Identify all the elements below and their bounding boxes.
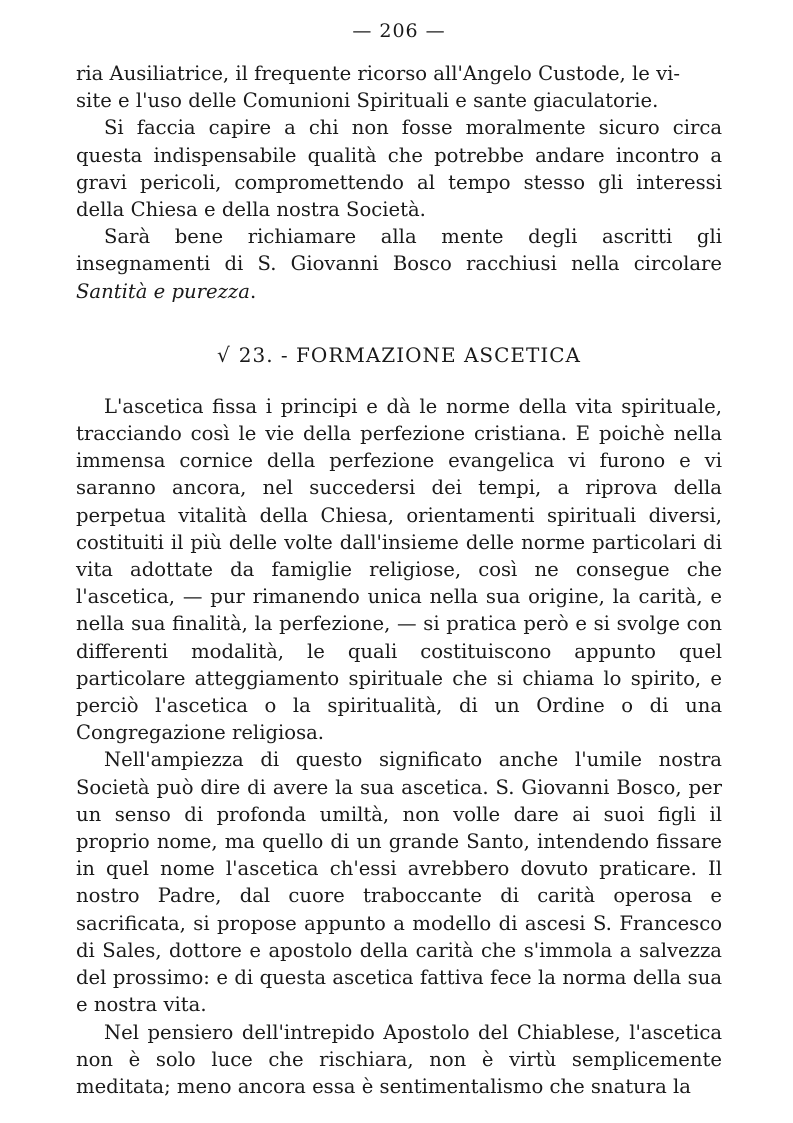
paragraph-society-ascetic: Nell'ampiezza di questo significato anche l'umile nostra Società può dire di avere la sua ascetica. S. Giovanni Bosco, per un senso di profonda umiltà, non volle dare ai suoi figli il proprio nome, ma quello di un grande Santo, intendendo fissare in quel nome l'ascetica ch'essi avrebbero dovuto praticare. Il nostro Padre, dal cuore traboccante di carità operosa e sacrificata, si propose appunto a modello di ascesi S. Francesco di Sales, dottore e apostolo della carità che s'immola a salvezza del prossimo: e di questa ascetica fattiva fece la norma della sua e nostra vita. <box>76 748 722 1017</box>
paragraph-circular-reference <box>76 223 722 305</box>
section-heading <box>76 341 722 369</box>
circular-reference-end: . <box>249 279 257 303</box>
continued-line-2: site e l'uso delle Comunioni Spirituali e sante giaculatorie. <box>76 89 659 113</box>
circular-reference-text: Sarà bene richiamare alla mente degli ascritti gli insegnamenti di S. Giovanni Bosco racchiusi nella circolare <box>76 225 722 276</box>
page-number: — 206 — <box>352 20 446 42</box>
paragraph-ascetic-definition: L'ascetica fissa i principi e dà le norme della vita spirituale, tracciando così le vie della perfezione cristiana. E poichè nella immensa cornice della perfezione evangelica vi furono e vi saranno ancora, nel succedersi dei tempi, a riprova della perpetua vitalità della Chiesa, orientamenti spirituali diversi, costituiti il più delle volte dall'insieme delle norme particolari di vita adottate da famiglie religiose, così ne consegue che l'ascetica, — pur rimanendo unica nella sua origine, la carità, e nella sua finalità, la perfezione, — si pratica però e si svolge con differenti modalità, le quali costituiscono appunto quel particolare atteggiamento spirituale che si chiama lo spirito, e perciò l'ascetica o la spiritualità, di un Ordine o di una Congregazione religiosa. <box>76 394 722 745</box>
handwritten-check-mark: √ <box>217 342 231 367</box>
section-title: 23. - FORMAZIONE ASCETICA <box>238 342 581 367</box>
document-page <box>76 18 722 1100</box>
paragraph-apostle-thought: Nel pensiero dell'intrepido Apostolo del Chiablese, l'ascetica non è solo luce che rischiara, non è virtù semplicemente meditata; meno ancora essa è sentimentalismo che snatura la <box>76 1020 722 1098</box>
continued-paragraph <box>76 60 722 114</box>
paragraph-moral-safety: Si faccia capire a chi non fosse moralmente sicuro circa questa indispensabile qualità che potrebbe andare incontro a gravi pericoli, compromettendo al tempo stesso gli interessi della Chiesa e della nostra Società. <box>76 116 722 222</box>
circular-title: Santità e purezza <box>76 279 250 303</box>
continued-line-1: ria Ausiliatrice, il frequente ricorso all'Angelo Custode, le vi- <box>76 62 681 85</box>
